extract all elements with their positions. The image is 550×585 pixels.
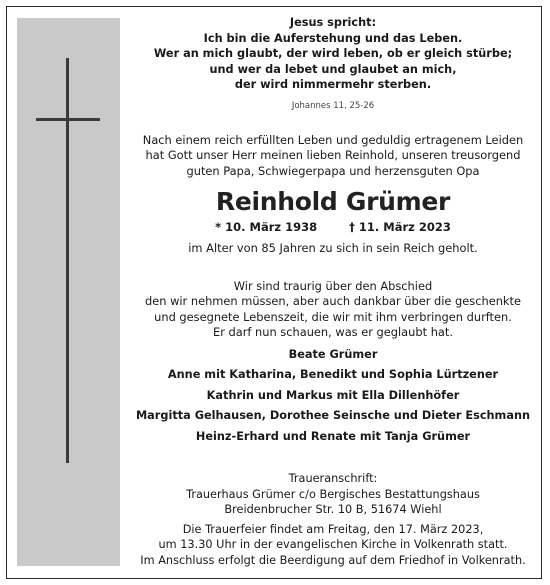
family-member: Anne mit Katharina, Benedikt und Sophia Lürtzener bbox=[167, 368, 499, 381]
mourning-line: Wir sind traurig über den Abschied bbox=[233, 278, 433, 293]
mourning-line: den wir nehmen müssen, aber auch dankbar über die geschenkte bbox=[144, 294, 521, 308]
intro-line: guten Papa, Schwiegerpapa und herzensguten Opa bbox=[186, 163, 480, 178]
intro-text bbox=[135, 133, 531, 180]
intro-line: hat Gott unser Herr meinen lieben Reinhold, unseren treusorgend bbox=[145, 148, 521, 162]
bible-verse bbox=[135, 15, 531, 93]
ceremony-info bbox=[135, 522, 531, 569]
mourning-text bbox=[135, 279, 531, 341]
mourning-line: Er darf nun schauen, was er geglaubt hat. bbox=[213, 325, 453, 339]
family-member: Kathrin und Markus mit Ella Dillenhöfer bbox=[206, 388, 460, 402]
verse-line: Wer an mich glaubt, der wird leben, ob er gleich stürbe; bbox=[153, 47, 513, 60]
verse-line: und wer da lebet und glaubet an mich, bbox=[209, 62, 457, 76]
ceremony-line: Die Trauerfeier findet am Freitag, den 17. März 2023, bbox=[182, 522, 484, 536]
family-member: Heinz-Erhard und Renate mit Tanja Grümer bbox=[195, 429, 471, 443]
birth-date: * 10. März 1938 bbox=[215, 220, 318, 234]
mourning-line: und gesegnete Lebenszeit, die wir mit ihm verbringen durften. bbox=[154, 309, 512, 324]
mourning-address bbox=[135, 471, 531, 518]
age-line: im Alter von 85 Jahren zu sich in sein Reich geholt. bbox=[188, 241, 478, 255]
intro-line: Nach einem reich erfüllten Leben und geduldig ertragenem Leiden bbox=[142, 132, 524, 147]
deceased-name: Reinhold Grümer bbox=[215, 187, 451, 216]
sidebar-panel bbox=[17, 18, 120, 566]
cross-icon-bar bbox=[36, 118, 100, 121]
address-line: Traueranschrift: bbox=[288, 472, 378, 485]
address-line: Trauerhaus Grümer c/o Bergisches Bestattungshaus bbox=[186, 487, 480, 501]
family-member: Margitta Gelhausen, Dorothee Seinsche und Dieter Eschmann bbox=[135, 409, 531, 422]
death-date: † 11. März 2023 bbox=[349, 220, 451, 234]
family-member: Beate Grümer bbox=[288, 347, 378, 361]
family-list bbox=[135, 345, 531, 448]
address-line: Breidenbrucher Str. 10 B, 51674 Wiehl bbox=[224, 503, 442, 516]
notice-content bbox=[135, 15, 531, 568]
ceremony-line: Im Anschluss erfolgt die Beerdigung auf dem Friedhof in Volkenrath. bbox=[140, 553, 526, 567]
verse-line: Ich bin die Auferstehung und das Leben. bbox=[203, 31, 463, 45]
ceremony-line: um 13.30 Uhr in der evangelischen Kirche in Volkenrath statt. bbox=[158, 538, 508, 551]
verse-reference: Johannes 11, 25-26 bbox=[291, 100, 375, 111]
verse-line: der wird nimmermehr sterben. bbox=[234, 78, 432, 91]
life-dates bbox=[135, 220, 531, 235]
verse-line: Jesus spricht: bbox=[289, 16, 377, 29]
